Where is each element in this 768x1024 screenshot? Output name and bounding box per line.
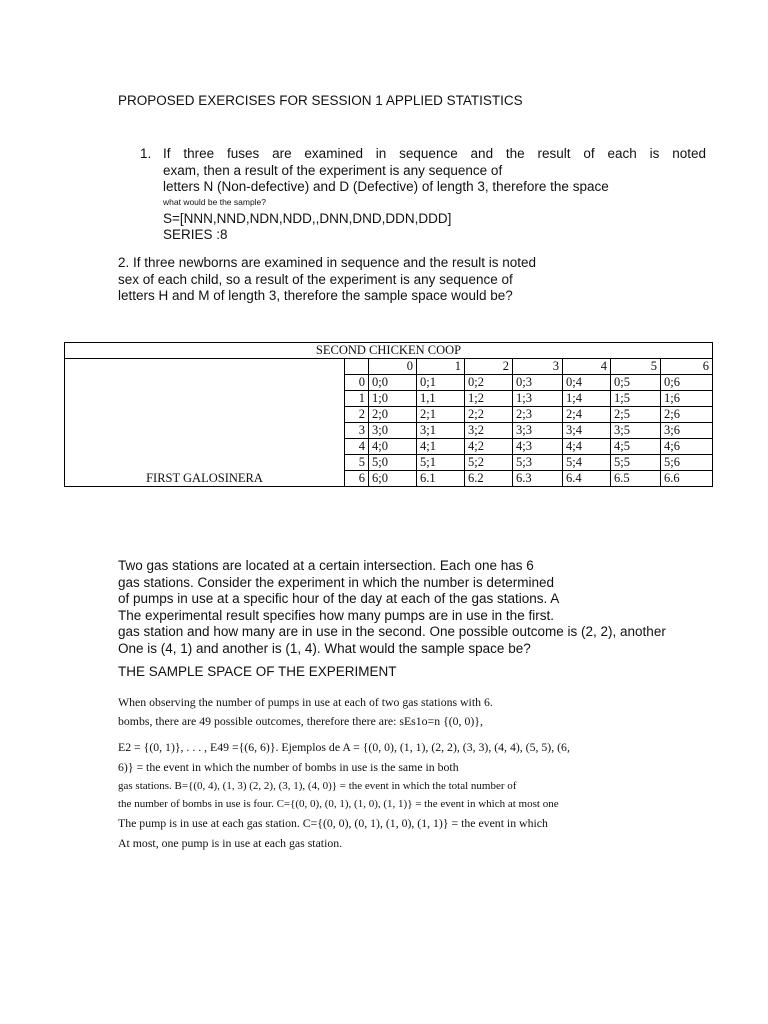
- table-cell: 2;1: [417, 407, 465, 423]
- solution-line: At most, one pump is in use at each gas station.: [118, 836, 343, 850]
- table-cell: 4;4: [563, 439, 611, 455]
- table-cell: 3;0: [369, 423, 417, 439]
- table-cell: 3;5: [611, 423, 661, 439]
- table-cell: 5;6: [661, 455, 713, 471]
- table-cell: 3;3: [513, 423, 563, 439]
- exercise-3-line: One is (4, 1) and another is (1, 4). What would the sample space be?: [118, 640, 531, 656]
- table-cell: 2;6: [661, 407, 713, 423]
- column-header: 4: [563, 359, 611, 375]
- table-cell: 6.6: [661, 471, 713, 487]
- exercise-3-line: gas stations. Consider the experiment in which the number is determined: [118, 574, 554, 590]
- table-cell: 6.4: [563, 471, 611, 487]
- table-cell: 3;6: [661, 423, 713, 439]
- solution-line: E2 = {(0, 1)}, . . . , E49 ={(6, 6)}. Ejemplos de A = {(0, 0), (1, 1), (2, 2), (3, 3), (4, 4), (5, 5), (6,: [118, 740, 570, 754]
- table-cell: 0;5: [611, 375, 661, 391]
- solution-line: When observing the number of pumps in use at each of two gas stations with 6.: [118, 695, 493, 709]
- table-cell: 4;0: [369, 439, 417, 455]
- table-cell: 5;3: [513, 455, 563, 471]
- table-cell: 4;3: [513, 439, 563, 455]
- table-cell: 6.1: [417, 471, 465, 487]
- table-cell: 1;6: [661, 391, 713, 407]
- exercise-3: [118, 558, 678, 681]
- row-group-label: FIRST GALOSINERA: [65, 359, 345, 487]
- row-index: 5: [345, 455, 369, 471]
- table-cell: 1;4: [563, 391, 611, 407]
- solution-line: gas stations. B={(0, 4), (1, 3) (2, 2), (3, 1), (4, 0)} = the event in which the total number of: [118, 780, 517, 792]
- exercise-1: [140, 146, 706, 244]
- exercise-3-text: [118, 558, 678, 657]
- table-cell: 0;3: [513, 375, 563, 391]
- exercise-1-line: letters N (Non-defective) and D (Defective) of length 3, therefore the space: [163, 179, 609, 194]
- row-index: 0: [345, 375, 369, 391]
- table-cell: 5;2: [465, 455, 513, 471]
- table-cell: 0;1: [417, 375, 465, 391]
- table-cell: 3;1: [417, 423, 465, 439]
- exercise-3-line: of pumps in use at a specific hour of the day at each of the gas stations. A: [118, 591, 560, 606]
- solution-line: 6)} = the event in which the number of bombs in use is the same in both: [118, 760, 459, 774]
- table-cell: 1;5: [611, 391, 661, 407]
- table-cell: 6.2: [465, 471, 513, 487]
- exercise-2-line: sex of each child, so a result of the experiment is any sequence of: [118, 271, 513, 287]
- table-cell: 6.3: [513, 471, 563, 487]
- table-cell: 4;2: [465, 439, 513, 455]
- table-cell: 6;0: [369, 471, 417, 487]
- table-header: SECOND CHICKEN COOP: [65, 343, 713, 359]
- row-index: 3: [345, 423, 369, 439]
- series-answer: SERIES :8: [163, 227, 228, 242]
- column-header: 1: [417, 359, 465, 375]
- table-cell: 2;5: [611, 407, 661, 423]
- solution-line: the number of bombs in use is four. C={(0, 0), (0, 1), (1, 0), (1, 1)} = the event in which at most one: [118, 798, 559, 810]
- row-index: 4: [345, 439, 369, 455]
- table-cell: 0;6: [661, 375, 713, 391]
- solution-line: bombs, there are 49 possible outcomes, therefore there are: sEs1o=n {(0, 0)},: [118, 714, 483, 728]
- exercise-3-line: gas station and how many are in use in the second. One possible outcome is (2, 2), another: [118, 624, 666, 639]
- exercise-2: [118, 255, 578, 305]
- table-cell: 2;2: [465, 407, 513, 423]
- exercise-1-number: 1.: [140, 146, 152, 161]
- table-cell: 1;2: [465, 391, 513, 407]
- exercise-3-line: Two gas stations are located at a certain intersection. Each one has 6: [118, 558, 534, 573]
- solution-line: The pump is in use at each gas station. C={(0, 0), (0, 1), (1, 0), (1, 1)} = the event in which: [118, 816, 548, 830]
- exercise-2-line: 2. If three newborns are examined in sequence and the result is noted: [118, 255, 537, 270]
- exercise-1-line: If three fuses are examined in sequence and the result of each is noted: [163, 146, 706, 161]
- table-cell: 4;1: [417, 439, 465, 455]
- column-header: 6: [661, 359, 713, 375]
- solution-text: [118, 693, 633, 853]
- corner-cell: [345, 359, 369, 375]
- column-header: 5: [611, 359, 661, 375]
- row-index: 2: [345, 407, 369, 423]
- table-cell: 5;1: [417, 455, 465, 471]
- table-cell: 5;0: [369, 455, 417, 471]
- table-cell: 4;5: [611, 439, 661, 455]
- page-title: PROPOSED EXERCISES FOR SESSION 1 APPLIED STATISTICS: [118, 93, 523, 108]
- row-index: 6: [345, 471, 369, 487]
- table-cell: 1,1: [417, 391, 465, 407]
- table-cell: 2;4: [563, 407, 611, 423]
- exercise-3-line: The experimental result specifies how many pumps are in use in the first.: [118, 607, 554, 623]
- chicken-coop-table: [64, 342, 714, 487]
- sample-space-answer: S=[NNN,NND,NDN,NDD,,DNN,DND,DDN,DDD]: [163, 210, 452, 226]
- column-header: 3: [513, 359, 563, 375]
- table-cell: 3;4: [563, 423, 611, 439]
- table-cell: 0;4: [563, 375, 611, 391]
- table-cell: 4;6: [661, 439, 713, 455]
- table-cell: 0;2: [465, 375, 513, 391]
- table-cell: 2;3: [513, 407, 563, 423]
- table-cell: 5;5: [611, 455, 661, 471]
- table-cell: 0;0: [369, 375, 417, 391]
- table-cell: 2;0: [369, 407, 417, 423]
- table-cell: 1;3: [513, 391, 563, 407]
- table-cell: 6.5: [611, 471, 661, 487]
- section-heading: THE SAMPLE SPACE OF THE EXPERIMENT: [118, 664, 397, 679]
- column-header: 0: [369, 359, 417, 375]
- exercise-2-line: letters H and M of length 3, therefore the sample space would be?: [118, 288, 513, 303]
- column-header: 2: [465, 359, 513, 375]
- exercise-1-question: what would be the sample?: [163, 196, 267, 207]
- exercise-1-line: exam, then a result of the experiment is any sequence of: [163, 162, 503, 178]
- table-cell: 1;0: [369, 391, 417, 407]
- table-cell: 3;2: [465, 423, 513, 439]
- table-cell: 5;4: [563, 455, 611, 471]
- row-index: 1: [345, 391, 369, 407]
